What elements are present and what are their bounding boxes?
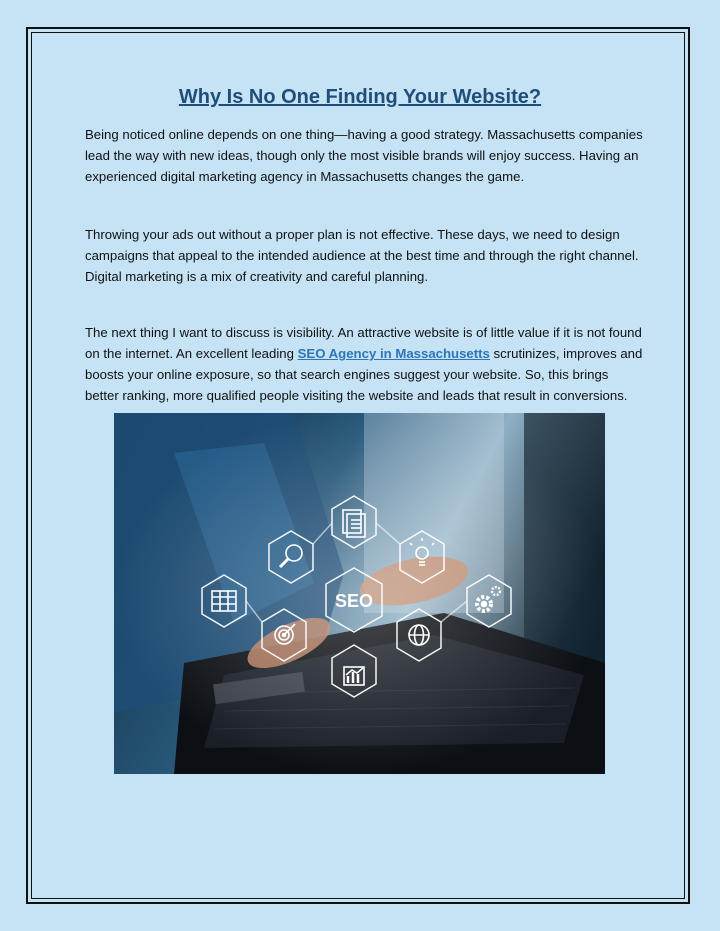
paragraph-3-text-start: The next thing I want to discuss is visibility. An attractive website is of little value if it is not found on the internet. An excellent leading <box>85 325 642 361</box>
paragraph-3 <box>85 322 645 406</box>
paragraph-1: Being noticed online depends on one thing—having a good strategy. Massachusetts companies lead the way with new ideas, though only the most visible brands will enjoy success. Having an experienced digital marketing agency in Massachusetts changes the game. <box>85 127 643 184</box>
paragraph-3-text-end: scrutinizes, improves and boosts your online exposure, so that search engines suggest your website. So, this brings better ranking, more qualified people visiting the website and leads that result in conversions. <box>85 346 643 403</box>
seo-agency-link[interactable]: SEO Agency in Massachusetts <box>297 346 490 361</box>
document-icon <box>343 510 365 537</box>
seo-label: SEO <box>334 591 374 611</box>
page-title: Why Is No One Finding Your Website? <box>178 86 542 108</box>
paragraph-2: Throwing your ads out without a proper plan is not effective. These days, we need to design campaigns that appeal to the intended audience at the best time and through the right channel. Digital marketing is a mix of creativity and careful planning. <box>85 227 639 284</box>
seo-laptop-photo <box>114 413 605 774</box>
